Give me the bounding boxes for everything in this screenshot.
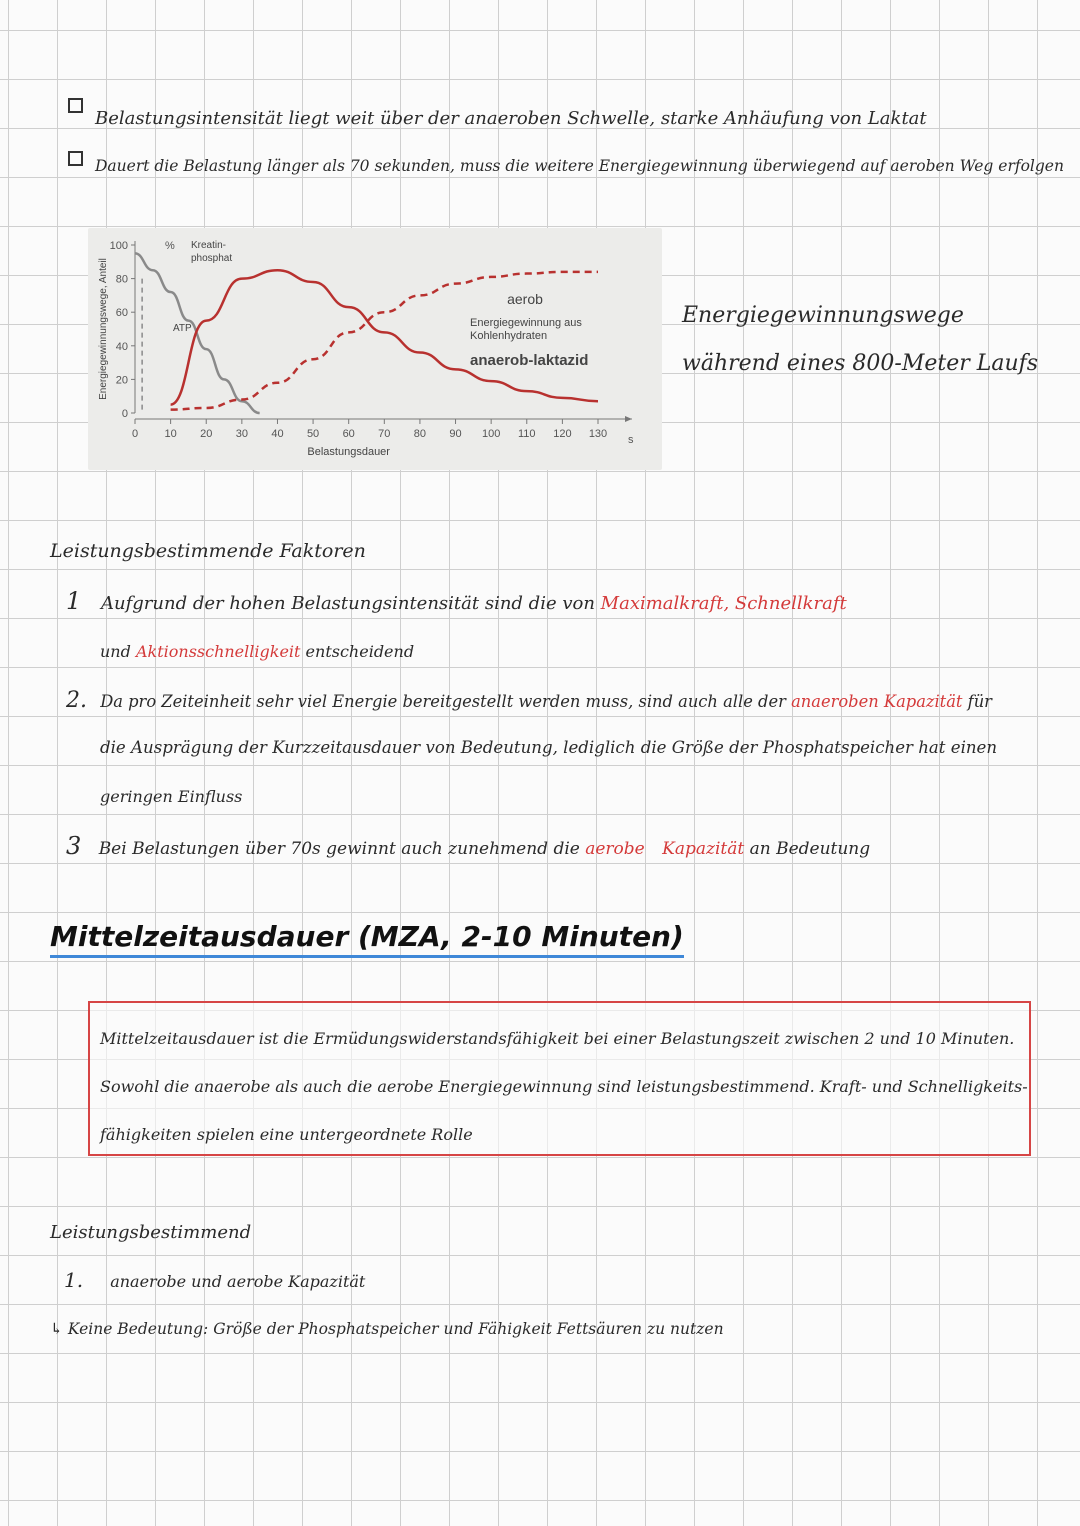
chart-caption-text: Energiegewinnungswege während eines 800-Meter Laufs: [682, 303, 1039, 376]
x-tick-label: 100: [481, 428, 501, 440]
series-line-kreatinphosphat: [135, 253, 260, 413]
bullet-line-2: [95, 157, 1064, 175]
definition-line-1: Mittelzeitausdauer ist die Ermüdungswiderstandsfähigkeit bei einer Belastungszeit zwischen 2 und 10 Minuten.: [100, 1029, 1015, 1048]
leistung-arrow-line: ↳ Keine Bedeutung: Größe der Phosphatspeicher und Fähigkeit Fettsäuren zu nutzen: [50, 1320, 724, 1338]
bullet-line-1: [95, 108, 927, 129]
item-number: 2.: [66, 688, 87, 713]
x-unit-label: s: [628, 434, 634, 446]
y-unit-label: %: [165, 240, 175, 252]
item-number: 1.: [64, 1268, 84, 1292]
x-tick-label: 10: [164, 428, 177, 440]
checkbox-icon[interactable]: [68, 151, 83, 166]
leistung-title: Leistungsbestimmend: [50, 1222, 252, 1243]
x-tick-label: 0: [131, 428, 139, 440]
item-number: 1: [66, 587, 82, 615]
y-tick-label: 40: [115, 340, 128, 353]
bullet-2-text: Dauert die Belastung länger als 70 sekunden, muss die weitere Energiegewinnung überwiegend auf aeroben Weg erfolgen: [95, 157, 1064, 175]
x-tick-label: 60: [342, 428, 355, 440]
item-highlight: Kapazität: [662, 839, 745, 859]
x-tick-label: 130: [588, 428, 608, 440]
x-tick-label: 50: [306, 428, 320, 440]
item-text: anaerobe und aerobe Kapazität: [110, 1272, 366, 1291]
item-text: Da pro Zeiteinheit sehr viel Energie bereitgestellt werden muss, sind auch alle der: [100, 692, 786, 711]
x-tick-label: 110: [517, 428, 536, 440]
y-tick-label: 100: [109, 240, 128, 252]
faktoren-item-1: [66, 587, 847, 615]
faktoren-item-3: [66, 832, 870, 860]
item-text: an Bedeutung: [749, 839, 871, 859]
faktoren-title: Leistungsbestimmende Faktoren: [50, 540, 366, 562]
y-axis-label: Energiegewinnungswege, Anteil: [98, 258, 109, 400]
definition-box: [88, 1001, 1031, 1156]
bullet-1-text: Belastungsintensität liegt weit über der anaeroben Schwelle, starke Anhäufung von Laktat: [95, 108, 927, 129]
section-heading-mza: Mittelzeitausdauer (MZA, 2-10 Minuten): [50, 920, 684, 958]
y-tick-label: 0: [121, 408, 128, 420]
x-tick-label: 30: [235, 428, 248, 440]
y-tick-label: 20: [115, 374, 128, 387]
item-text: Aufgrund der hohen Belastungsintensität sind die von: [101, 593, 595, 614]
item-text: die Ausprägung der Kurzzeitausdauer von Bedeutung, lediglich die Größe der Phosphatspeicher hat einen: [100, 738, 998, 757]
x-tick-label: 90: [449, 428, 462, 440]
y-tick-label: 60: [115, 307, 128, 320]
item-highlight: Maximalkraft, Schnellkraft: [600, 593, 847, 614]
faktoren-item-1-line-2: [100, 642, 414, 661]
label-kreatin: Kreatin-: [191, 240, 227, 251]
label-aerob-sub-2: Kohlenhydraten: [470, 330, 548, 342]
definition-line-2: Sowohl die anaerobe als auch die aerobe Energiegewinnung sind leistungsbestimmend. Kraft- und Schnelligkeits-: [100, 1077, 1028, 1096]
x-tick-label: 80: [413, 428, 427, 440]
label-aerob-sub-1: Energiegewinnung aus: [470, 317, 582, 329]
label-atp: ATP: [173, 323, 192, 334]
faktoren-item-2: [66, 688, 992, 713]
faktoren-item-2-line-2: [100, 738, 997, 757]
item-highlight: Aktionsschnelligkeit: [135, 642, 301, 661]
item-text: für: [967, 692, 992, 711]
label-aerob: aerob: [507, 291, 543, 307]
y-tick-label: 80: [115, 273, 128, 286]
label-kreatin-2: phosphat: [191, 253, 233, 264]
x-tick-label: 20: [200, 428, 213, 440]
x-tick-label: 120: [553, 428, 572, 440]
x-tick-label: 70: [378, 428, 391, 440]
item-number: 3: [66, 832, 82, 860]
item-text: geringen Einfluss: [100, 787, 243, 806]
x-axis-arrow: [625, 416, 632, 422]
faktoren-item-2-line-3: [100, 787, 242, 806]
label-anaerob: anaerob-laktazid: [470, 352, 589, 369]
x-axis-label: Belastungsdauer: [307, 446, 390, 458]
item-text: entscheidend: [305, 642, 415, 661]
item-highlight: aerobe: [585, 839, 645, 859]
item-text: Bei Belastungen über 70s gewinnt auch zunehmend die: [98, 839, 580, 859]
item-highlight: anaeroben Kapazität: [791, 692, 963, 711]
checkbox-icon[interactable]: [68, 98, 83, 113]
chart-caption: [682, 292, 1042, 388]
item-text: und: [100, 642, 131, 661]
x-tick-label: 40: [271, 428, 284, 440]
definition-line-3: fähigkeiten spielen eine untergeordnete Rolle: [100, 1125, 473, 1144]
chart-svg: [88, 228, 662, 470]
leistung-item-1: [64, 1268, 365, 1292]
chart-image: [88, 228, 662, 470]
